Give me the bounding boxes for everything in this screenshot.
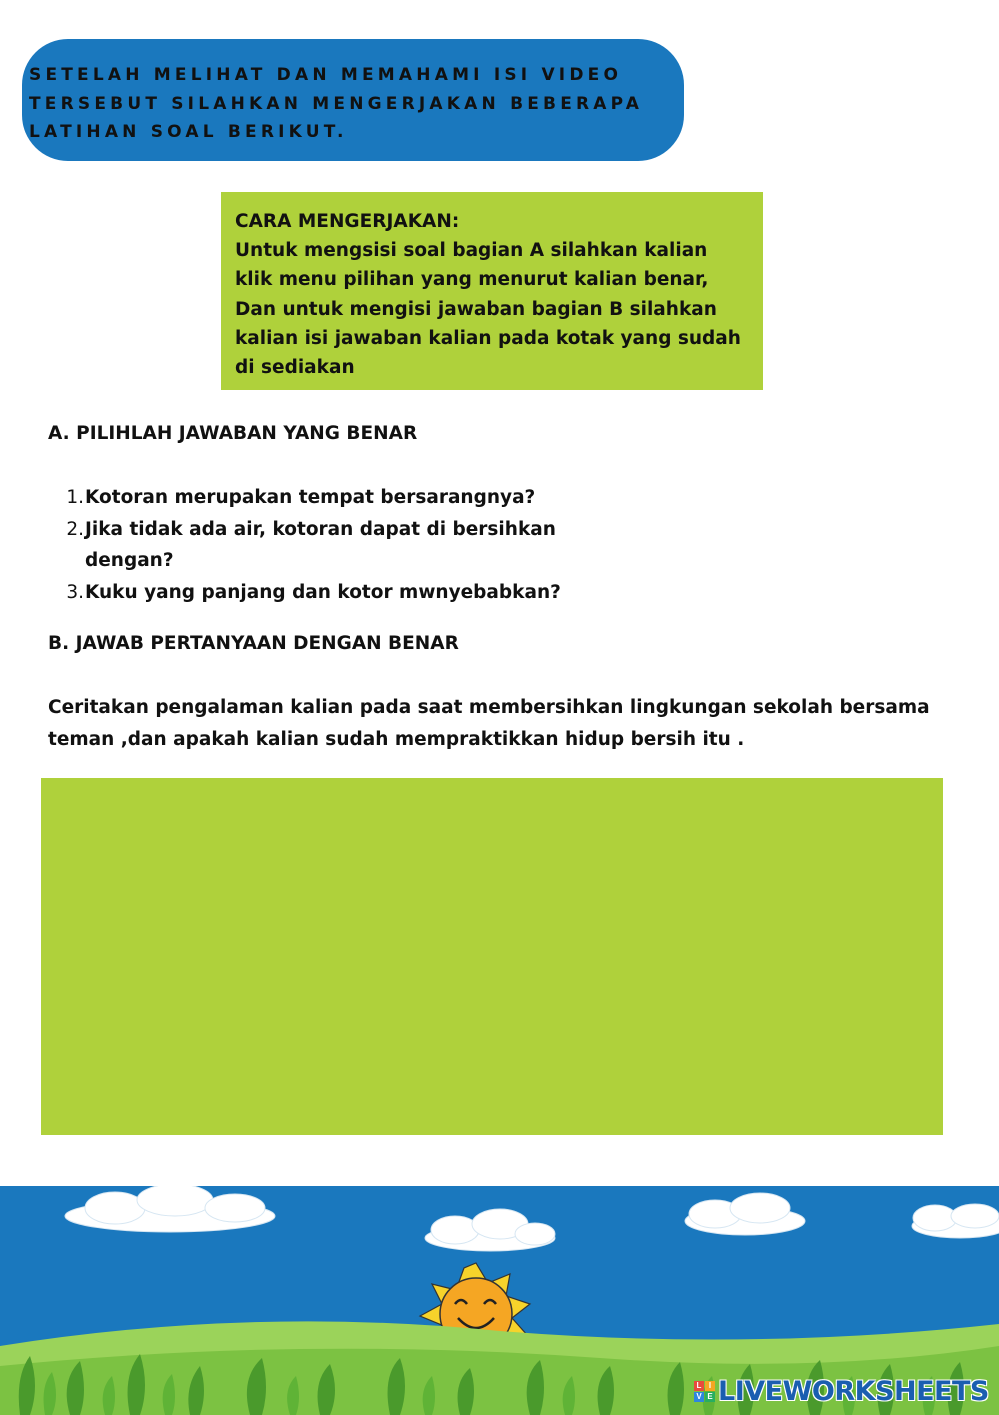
section-b-title: B. JAWAB PERTANYAAN DENGAN BENAR (48, 633, 459, 654)
instructions-title: CARA MENGERJAKAN: (235, 211, 460, 232)
question-line: Kuku yang panjang dan kotor mwnyebabkan? (85, 581, 561, 603)
question-number: 2. (66, 518, 84, 540)
logo-letter: E (705, 1392, 715, 1402)
question-line: dengan? (85, 550, 174, 571)
banner-text (29, 61, 679, 147)
question-text (85, 577, 620, 609)
question-number: 1. (66, 487, 84, 508)
question-item (60, 577, 620, 609)
instructions-line: di sediakan (235, 357, 355, 379)
logo-letter: I (705, 1381, 715, 1391)
logo-text: LIVEWORKSHEETS (718, 1375, 989, 1407)
prompt-line: teman ,dan apakah kalian sudah mempraktikkan hidup bersih itu . (48, 729, 745, 750)
logo-cubes (694, 1381, 715, 1402)
question-line: Jika tidak ada air, kotoran dapat di bersihkan (85, 518, 556, 540)
question-number: 3. (66, 581, 84, 603)
logo-letter: L (694, 1381, 704, 1391)
liveworksheets-logo (694, 1372, 989, 1410)
section-b-prompt (48, 692, 968, 756)
instructions-panel (221, 192, 763, 390)
question-text (85, 482, 620, 514)
instructions-line: Untuk mengsisi soal bagian A silahkan kalian (235, 240, 708, 262)
prompt-line: Ceritakan pengalaman kalian pada saat membersihkan lingkungan sekolah bersama (48, 697, 930, 718)
banner-line: LATIHAN SOAL BERIKUT. (29, 122, 348, 142)
answer-textbox[interactable] (41, 778, 943, 1135)
cloud-icon (912, 1204, 999, 1238)
question-item (60, 482, 620, 514)
banner-line: SETELAH MELIHAT DAN MEMAHAMI ISI VIDEO (29, 65, 623, 85)
banner-line: TERSEBUT SILAHKAN MENGERJAKAN BEBERAPA (29, 93, 644, 114)
question-item (60, 514, 620, 577)
logo-letter: V (694, 1392, 704, 1402)
section-a-title: A. PILIHLAH JAWABAN YANG BENAR (48, 423, 418, 444)
question-list (60, 482, 620, 608)
question-text (85, 514, 620, 577)
instructions-line: Dan untuk mengisi jawaban bagian B silahkan (235, 298, 717, 320)
instructions-line: kalian isi jawaban kalian pada kotak yang sudah (235, 327, 741, 349)
question-line: Kotoran merupakan tempat bersarangnya? (85, 487, 536, 508)
instructions-line: klik menu pilihan yang menurut kalian benar, (235, 269, 709, 291)
